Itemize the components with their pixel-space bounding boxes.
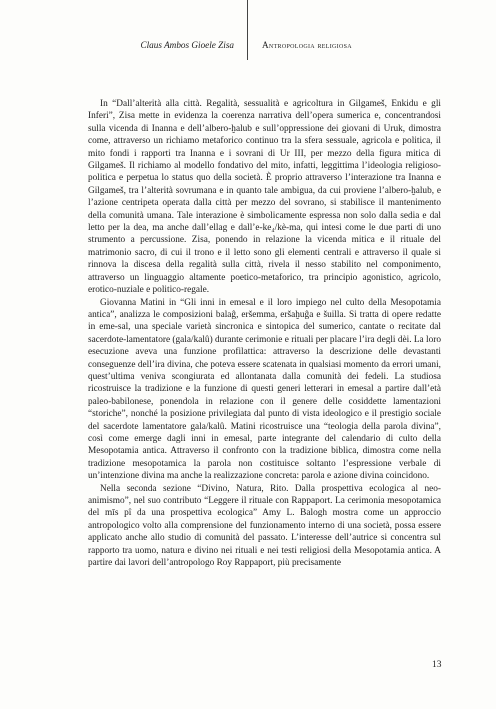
- body-text: [88, 98, 441, 569]
- running-header-section: Antropologia religiosa: [262, 40, 352, 50]
- running-header-author: Claus Ambos Gioele Zisa: [140, 40, 234, 50]
- header-divider: [247, 0, 248, 60]
- running-header: [0, 0, 496, 70]
- paragraph: In “Dall’alterità alla città. Regalità, sessualità e agricoltura in Gilgameš, Enkidu e gli Inferi”, Zisa mette in evidenza la coerenza narrativa dell’opera sumerica e, concentrandosi sulla vicenda di Inanna e dell’albero-ḫalub e sull’oppressione dei giovani di Uruk, dimostra come, attraverso un richiamo metaforico continuo tra la sfera sessuale, agricola e politica, il mito fondi i rapporti tra Inanna e i sovrani di Ur III, per mezzo della figura mitica di Gilgameš. Il richiamo al modello fondativo del mito, infatti, leggittima l’ideologia religioso-politica e perpetua lo status quo della società. È proprio attraverso l’interazione tra Inanna e Gilgameš, tra l’alterità sovrumana e in quanto tale ambigua, da cui proviene l’albero-ḫalub, e l’azione centripeta operata dalla città per mezzo del sovrano, si stabilisce il mantenimento della comunità umana. Tale interazione è simbolicamente espressa non solo dalla sedia e dal letto per la dea, ma anche dall’ellag e dall’e-ke₄/kè-ma, qui intesi come le due parti di uno strumento a percussione. Zisa, ponendo in relazione la vicenda mitica e il rituale del matrimonio sacro, di cui il trono e il letto sono gli elementi centrali e attraverso il quale si rinnova la discesa della regalità sulla città, rivela il nesso stabilito nel componimento, attraverso un linguaggio altamente poetico-metaforico, tra principio agonistico, agricolo, erotico-nuziale e politico-regale.: [88, 99, 441, 296]
- paragraph: Giovanna Matini in “Gli inni in emesal e il loro impiego nel culto della Mesopotamia antica”, analizza le composizioni balaĝ, eršemma, eršaḫuĝa e šuilla. Si tratta di opere redatte in eme-sal, una speciale varietà sincronica e sintopica del sumerico, cantate o recitate dal sacerdote-lamentatore (gala/kalû) durante cerimonie e rituali per placare l’ira degli dèi. La loro esecuzione aveva una funzione profilattica: attraverso la descrizione delle devastanti conseguenze dell’ira divina, che poteva essere scatenata in qualsiasi momento da errori umani, quest’ultima veniva scongiurata ed allontanata dalla comunità dei fedeli. La studiosa ricostruisce la tradizione e la funzione di questi generi letterari in emesal a partire dall’età paleo-babilonese, ponendola in relazione con il genere delle cosiddette lamentazioni “storiche”, nonché la posizione privilegiata dal punto di vista ideologico e il prestigio sociale del sacerdote lamentatore gala/kalû. Matini ricostruisce una “teologia della parola divina”, così come emerge dagli inni in emesal, parte integrante del calendario di culto della Mesopotamia antica. Attraverso il confronto con la tradizione biblica, dimostra come nella tradizione mesopotamica la parola non costituisce soltanto l’espressione verbale di un’intenzione divina ma anche la realizzazione concreta: parola e azione divina coincidono.: [88, 297, 441, 482]
- page-number: 13: [432, 660, 442, 670]
- paragraph: Nella seconda sezione “Divino, Natura, Rito. Dalla prospettiva ecologica al neo-animismo”, nel suo contributo “Leggere il rituale con Rappaport. La cerimonia mesopotamica del mīs pî da una prospettiva ecologica” Amy L. Balogh mostra come un approccio antropologico volto alla comprensione del funzionamento interno di una società, possa essere applicato anche allo studio di comunità del passato. L’interesse dell’autrice si concentra sul rapporto tra uomo, natura e divino nei rituali e nei testi religiosi della Mesopotamia antica. A partire dai lavori dell’antropologo Roy Rappaport, più precisamente: [88, 483, 441, 569]
